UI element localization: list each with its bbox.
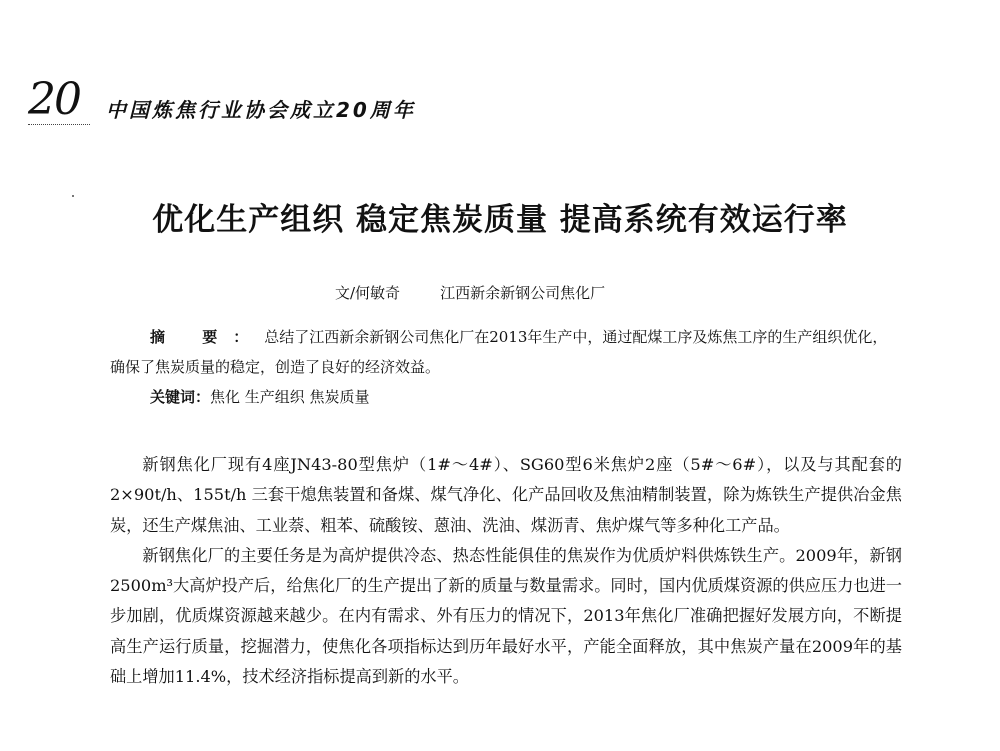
abstract-block: [110, 322, 900, 412]
abstract-label: 摘 要：: [150, 328, 265, 346]
page-number: 20: [28, 74, 80, 125]
byline: [335, 282, 605, 303]
abstract-text: 总结了江西新余新钢公司焦化厂在2013年生产中，通过配煤工序及炼焦工序的生产组织优化，确保了焦炭质量的稳定，创造了良好的经济效益。: [110, 328, 888, 376]
keywords: [110, 382, 900, 412]
body-paragraph: 新钢焦化厂现有4座JN43-80型焦炉（1#～4#）、SG60型6米焦炉2座（5#～6#），以及与其配套的2×90t/h、155t/h 三套干熄焦装置和备煤、煤气净化、化产品回收及焦油精制装置，除为炼铁生产提供冶金焦炭，还生产煤焦油、工业萘、粗苯、硫酸铵、蒽油、洗油、煤沥青、焦炉煤气等多种化工产品。: [110, 455, 902, 535]
author: 文/何敏奇: [335, 284, 401, 302]
keywords-label: 关键词：: [150, 388, 211, 406]
keywords-text: 焦化 生产组织 焦炭质量: [210, 388, 370, 406]
body-text: [110, 450, 902, 692]
article-title: 优化生产组织 稳定焦炭质量 提高系统有效运行率: [152, 202, 848, 238]
abstract: [110, 322, 900, 382]
body-paragraph: 新钢焦化厂的主要任务是为高炉提供冷态、热态性能俱佳的焦炭作为优质炉料供炼铁生产。2009年，新钢2500m³大高炉投产后，给焦化厂的生产提出了新的质量与数量需求。同时，国内优质煤资源的供应压力也进一步加剧，优质煤资源越来越少。在内有需求、外有压力的情况下，2013年焦化厂准确把握好发展方向，不断提高生产运行质量，挖掘潜力，使焦化各项指标达到历年最好水平，产能全面释放，其中焦炭产量在2009年的基础上增加11.4%，技术经济指标提高到新的水平。: [110, 545, 902, 687]
organization: 江西新余新钢公司焦化厂: [440, 284, 606, 302]
running-title: 中国炼焦行业协会成立20周年: [106, 98, 416, 122]
header-dotted-rule: [28, 124, 90, 125]
